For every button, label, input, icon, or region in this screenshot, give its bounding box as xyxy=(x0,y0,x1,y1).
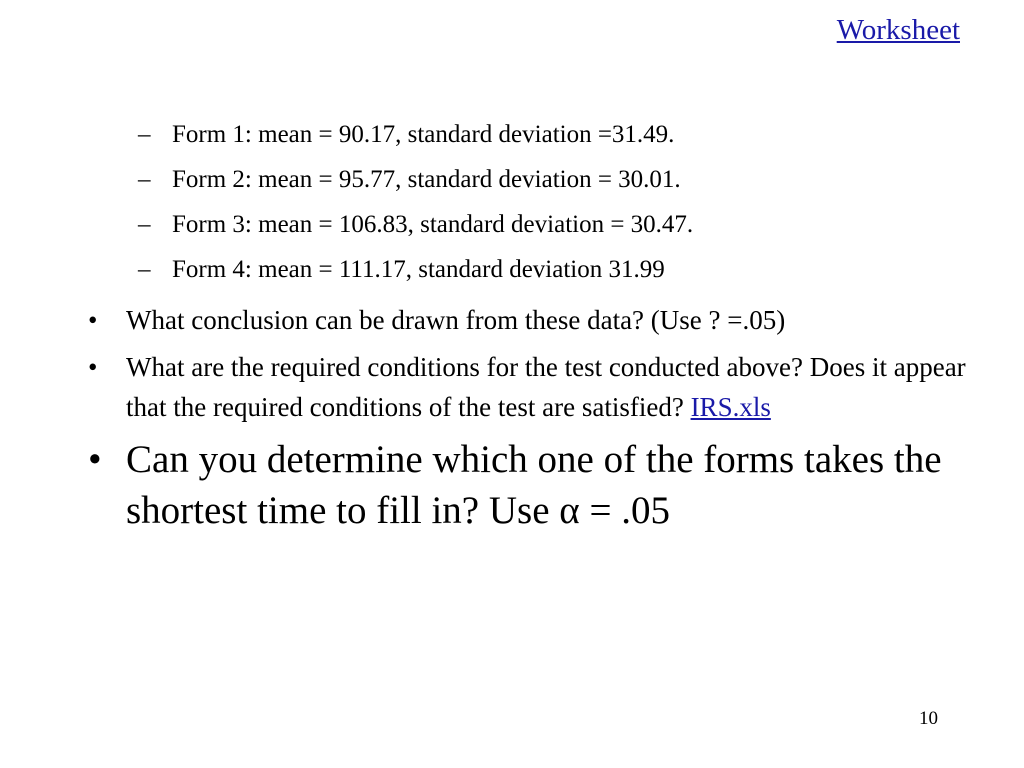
question-list xyxy=(84,300,984,543)
bullet-marker: • xyxy=(88,438,102,481)
bullet-marker: • xyxy=(88,305,98,335)
worksheet-link[interactable]: Worksheet xyxy=(836,14,960,46)
question-conditions xyxy=(84,347,984,427)
question-conclusion xyxy=(84,300,984,340)
form-3-stats xyxy=(138,207,693,243)
form-1-stats-text: Form 1: mean = 90.17, standard deviation =31.49. xyxy=(172,121,675,148)
page-number: 10 xyxy=(919,708,938,729)
irs-xls-link[interactable]: IRS.xls xyxy=(690,392,771,422)
question-conclusion-text: What conclusion can be drawn from these data? (Use ? =.05) xyxy=(126,305,786,335)
question-shortest-time-text: Can you determine which one of the forms takes the shortest time to fill in? Use α = .05 xyxy=(126,438,942,532)
form-1-stats xyxy=(138,117,693,153)
form-2-stats xyxy=(138,162,693,198)
form-4-stats-text: Form 4: mean = 111.17, standard deviation 31.99 xyxy=(172,256,665,283)
question-conditions-text: What are the required conditions for the test conducted above? Does it appear that the required conditions of the test are satisfied? xyxy=(126,352,966,422)
question-shortest-time xyxy=(84,434,984,536)
form-3-stats-text: Form 3: mean = 106.83, standard deviation = 30.47. xyxy=(172,211,694,238)
form-2-stats-text: Form 2: mean = 95.77, standard deviation = 30.01. xyxy=(172,166,681,193)
dash-marker: – xyxy=(138,166,151,193)
dash-marker: – xyxy=(138,256,151,283)
dash-marker: – xyxy=(138,211,151,238)
bullet-marker: • xyxy=(88,352,98,382)
form-4-stats xyxy=(138,252,693,288)
form-statistics-list xyxy=(138,117,693,297)
dash-marker: – xyxy=(138,121,151,148)
